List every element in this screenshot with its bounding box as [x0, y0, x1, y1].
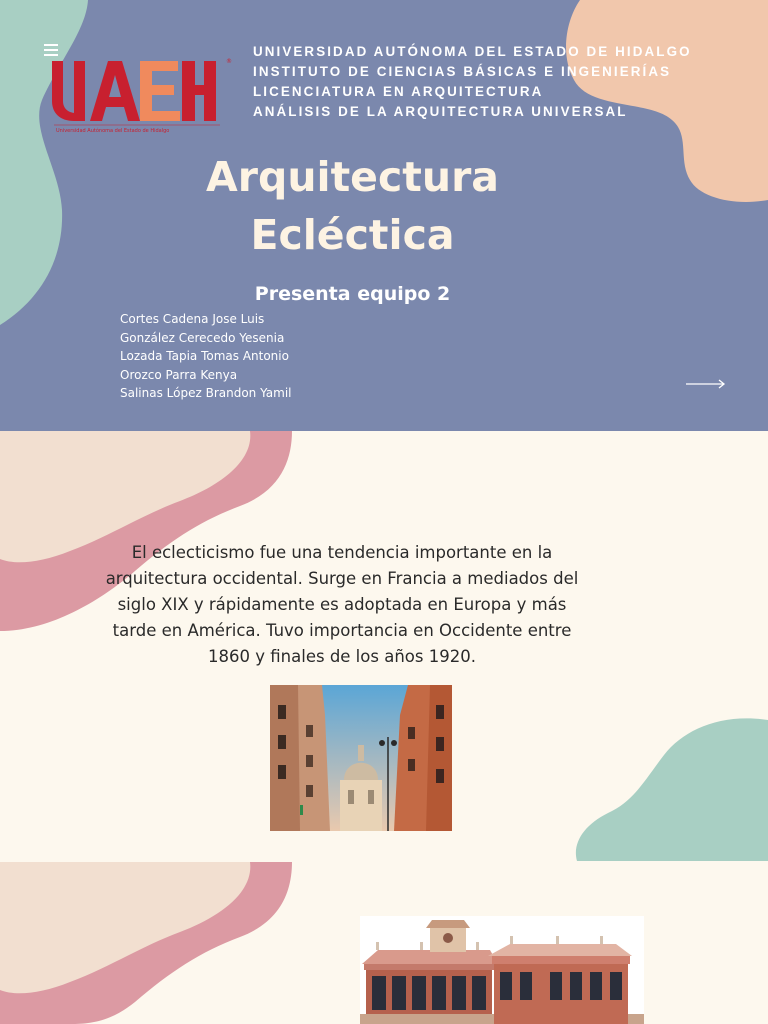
team-members-list [120, 310, 292, 403]
team-member: Salinas López Brandon Yamil [120, 386, 292, 401]
page-title [160, 148, 545, 264]
institution-block [253, 42, 692, 122]
registered-mark: ® [226, 58, 232, 65]
team-member: Orozco Parra Kenya [120, 367, 238, 382]
institution-line: ANÁLISIS DE LA ARQUITECTURA UNIVERSAL [253, 104, 628, 119]
uaeh-logo [50, 55, 235, 135]
title-line-2: Ecléctica [250, 211, 455, 259]
logo-caption: Universidad Autónoma del Estado de Hidalgo [56, 128, 170, 134]
eclectic-street-photo [270, 685, 452, 831]
cover-section [0, 0, 768, 431]
institution-line: INSTITUTO DE CIENCIAS BÁSICAS E INGENIERÍAS [253, 64, 672, 79]
team-member: Lozada Tapia Tomas Antonio [120, 349, 289, 364]
team-member: González Cerecedo Yesenia [120, 330, 285, 345]
mint-blob-right [572, 715, 768, 865]
intro-paragraph: El eclecticismo fue una tendencia importante en la arquitectura occidental. Surge en Francia a mediados del siglo XIX y rápidamente es adoptada en Europa y más tarde en América. Tuvo importancia en Occidente entre 1860 y finales de los años 1920. [105, 543, 579, 666]
eclectic-building-photo [360, 916, 644, 1024]
team-member: Cortes Cadena Jose Luis [120, 312, 265, 326]
institution-line: LICENCIATURA EN ARQUITECTURA [253, 84, 544, 99]
page-subtitle: Presenta equipo 2 [254, 283, 451, 305]
title-line-1: Arquitectura [206, 153, 499, 201]
pink-blob-bottom-left [0, 862, 295, 1024]
institution-line: UNIVERSIDAD AUTÓNOMA DEL ESTADO DE HIDALGO [253, 44, 692, 59]
arrow-right-icon[interactable] [686, 376, 726, 392]
